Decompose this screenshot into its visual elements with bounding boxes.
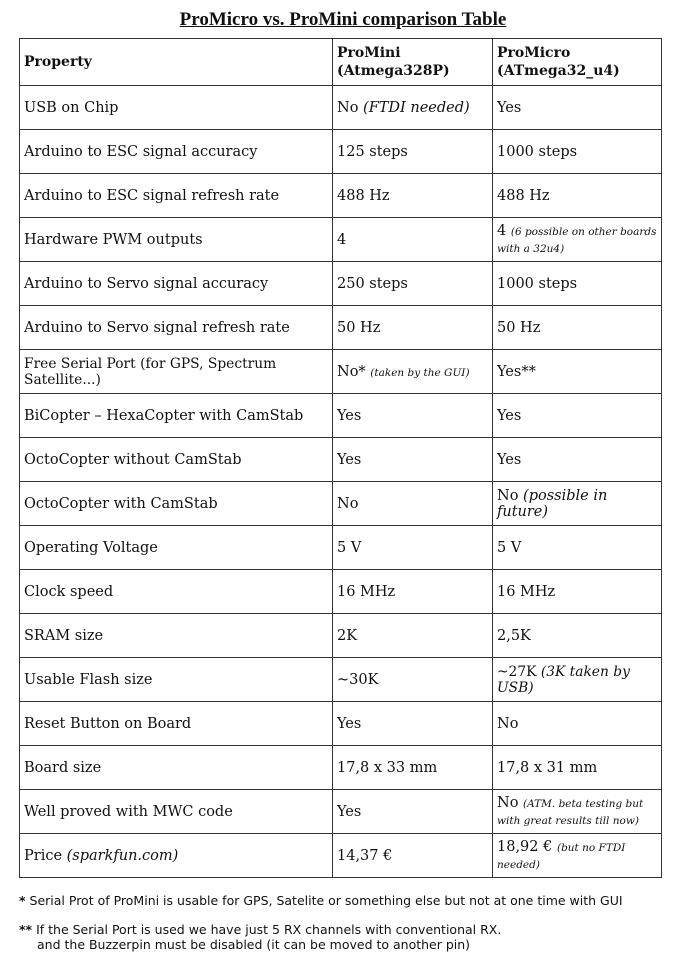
cell-property: Arduino to Servo signal accuracy [20, 262, 333, 306]
cell-promicro: Yes [493, 86, 662, 130]
table-row [20, 526, 662, 570]
table-header-row [20, 39, 662, 86]
footnote-text: If the Serial Port is used we have just 5 RX channels with conventional RX. [36, 922, 502, 937]
cell-property: Arduino to Servo signal refresh rate [20, 306, 333, 350]
cell-property: Arduino to ESC signal refresh rate [20, 174, 333, 218]
cell-value: Price [24, 847, 63, 864]
cell-property [20, 834, 333, 878]
cell-promicro: 5 V [493, 526, 662, 570]
table-row [20, 394, 662, 438]
cell-promini: Yes [333, 702, 493, 746]
cell-property: Hardware PWM outputs [20, 218, 333, 262]
cell-promini [333, 350, 493, 394]
cell-property: Arduino to ESC signal accuracy [20, 130, 333, 174]
cell-promini: 16 MHz [333, 570, 493, 614]
table-row [20, 790, 662, 834]
table-row [20, 614, 662, 658]
footnote-1 [19, 893, 669, 908]
footnote-2 [19, 922, 669, 952]
footnote-marker: ** [19, 922, 33, 937]
footnote-line [19, 922, 669, 937]
cell-property: OctoCopter without CamStab [20, 438, 333, 482]
table-row [20, 658, 662, 702]
cell-property: Operating Voltage [20, 526, 333, 570]
cell-promini: 125 steps [333, 130, 493, 174]
cell-promicro: 16 MHz [493, 570, 662, 614]
cell-property: BiCopter – HexaCopter with CamStab [20, 394, 333, 438]
header-promicro-chip: (ATmega32_u4) [497, 63, 620, 79]
cell-promicro: 1000 steps [493, 262, 662, 306]
comparison-table [19, 38, 662, 878]
cell-property: SRAM size [20, 614, 333, 658]
header-promicro-name: ProMicro [497, 45, 571, 61]
cell-property: USB on Chip [20, 86, 333, 130]
cell-promicro: Yes [493, 438, 662, 482]
cell-promicro: 1000 steps [493, 130, 662, 174]
header-property: Property [20, 39, 333, 86]
cell-note: (taken by the GUI) [370, 366, 470, 379]
cell-property: Well proved with MWC code [20, 790, 333, 834]
cell-promini: Yes [333, 438, 493, 482]
cell-promini: 5 V [333, 526, 493, 570]
cell-property: OctoCopter with CamStab [20, 482, 333, 526]
cell-value: No [497, 794, 519, 811]
cell-promicro: 2,5K [493, 614, 662, 658]
table-row [20, 350, 662, 394]
cell-note: (sparkfun.com) [66, 847, 179, 864]
cell-note: (6 possible on other boards with a 32u4) [497, 225, 657, 255]
cell-property: Usable Flash size [20, 658, 333, 702]
table-row [20, 482, 662, 526]
cell-value: No [337, 99, 359, 116]
cell-promicro: 488 Hz [493, 174, 662, 218]
header-promini-chip: (Atmega328P) [337, 63, 450, 79]
cell-property: Board size [20, 746, 333, 790]
footnote-line: and the Buzzerpin must be disabled (it can be moved to another pin) [37, 937, 471, 952]
table-row [20, 570, 662, 614]
cell-promini: Yes [333, 394, 493, 438]
cell-value: 4 [497, 222, 507, 239]
table-row [20, 746, 662, 790]
table-row [20, 262, 662, 306]
cell-promicro: 50 Hz [493, 306, 662, 350]
cell-promini: 250 steps [333, 262, 493, 306]
cell-property: Reset Button on Board [20, 702, 333, 746]
cell-note: (FTDI needed) [363, 99, 470, 116]
cell-promicro: No [493, 702, 662, 746]
cell-property: Free Serial Port (for GPS, Spectrum Satellite...) [20, 350, 333, 394]
cell-note: (possible in future) [497, 487, 608, 520]
cell-promini: 50 Hz [333, 306, 493, 350]
cell-promini: ~30K [333, 658, 493, 702]
page-title: ProMicro vs. ProMini comparison Table [179, 9, 507, 30]
cell-promicro: 17,8 x 31 mm [493, 746, 662, 790]
cell-note: (ATM. beta testing but with great results till now) [497, 797, 644, 827]
table-row [20, 174, 662, 218]
table-row [20, 86, 662, 130]
header-promini-name: ProMini [337, 45, 401, 61]
table-row [20, 702, 662, 746]
header-promini [333, 39, 493, 86]
footnotes [19, 893, 669, 952]
table-row [20, 130, 662, 174]
table-row [20, 834, 662, 878]
cell-promicro [493, 658, 662, 702]
cell-promini: No [333, 482, 493, 526]
cell-promicro [493, 790, 662, 834]
table-row [20, 218, 662, 262]
cell-promicro [493, 218, 662, 262]
cell-promicro [493, 482, 662, 526]
cell-value: ~27K [497, 663, 537, 680]
cell-note: (3K taken by USB) [497, 663, 630, 696]
cell-value: 18,92 € [497, 838, 553, 855]
cell-value: No [497, 487, 519, 504]
cell-promini: 14,37 € [333, 834, 493, 878]
cell-note: (but no FTDI needed) [497, 841, 626, 871]
footnote-marker: * [19, 893, 26, 908]
cell-promini: 2K [333, 614, 493, 658]
cell-promini: Yes [333, 790, 493, 834]
cell-promini: 17,8 x 33 mm [333, 746, 493, 790]
cell-promicro: Yes [493, 394, 662, 438]
cell-promicro [493, 834, 662, 878]
cell-promini: 488 Hz [333, 174, 493, 218]
cell-property: Clock speed [20, 570, 333, 614]
header-promicro [493, 39, 662, 86]
cell-promini: 4 [333, 218, 493, 262]
cell-promicro: Yes** [493, 350, 662, 394]
table-row [20, 438, 662, 482]
table-row [20, 306, 662, 350]
cell-value: No* [337, 363, 366, 380]
cell-promini [333, 86, 493, 130]
footnote-text: Serial Prot of ProMini is usable for GPS, Satelite or something else but not at one time with GUI [29, 893, 623, 908]
